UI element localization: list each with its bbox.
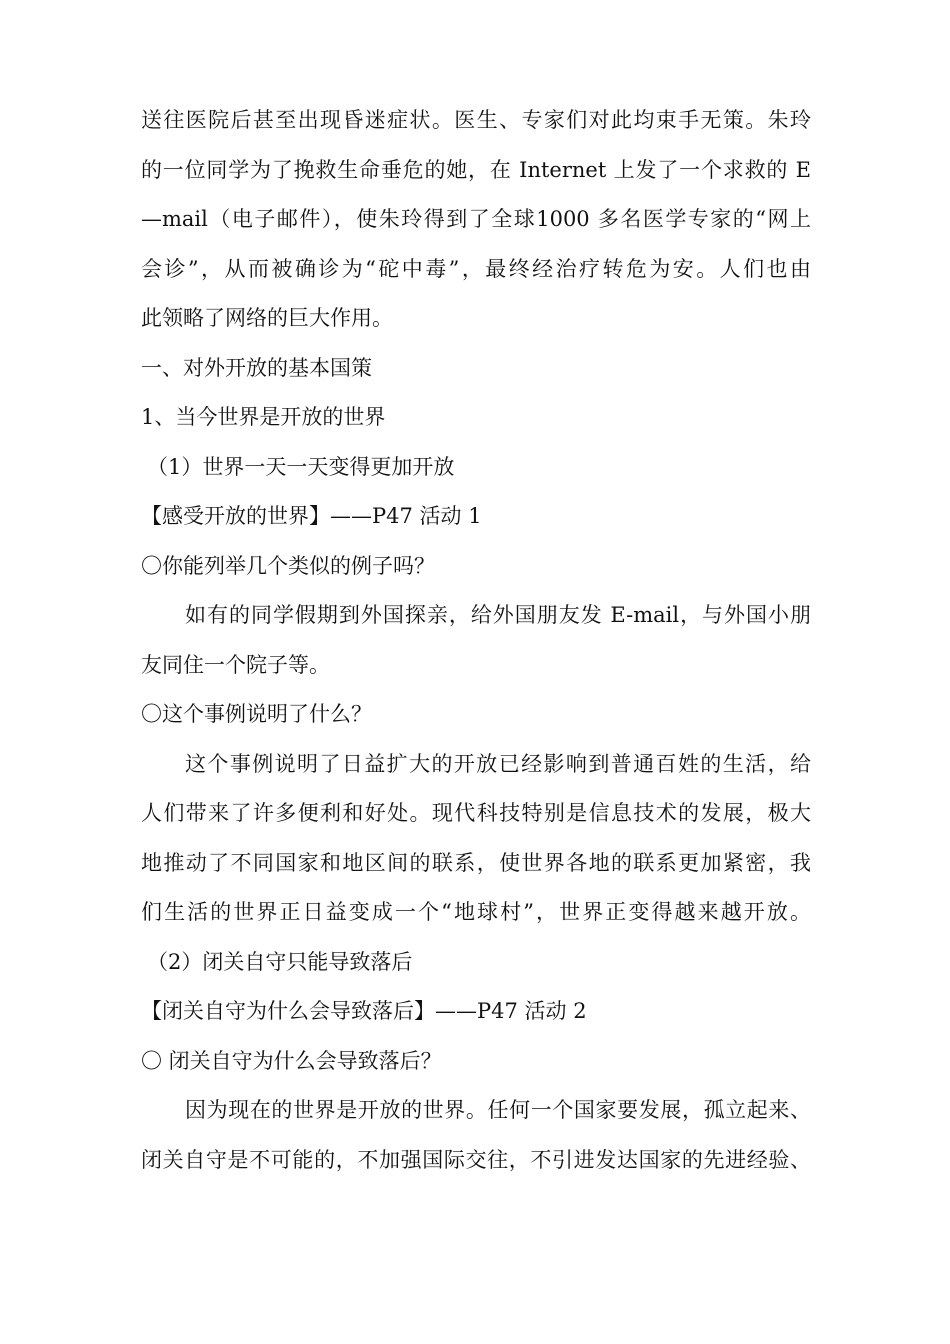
answer-line: 因为现在的世界是开放的世界。任何一个国家要发展，孤立起来、	[185, 1098, 811, 1122]
activity-heading: 【闭关自守为什么会导致落后】——P47 活动 2	[141, 999, 587, 1023]
activity-heading: 【感受开放的世界】——P47 活动 1	[141, 504, 482, 528]
section-heading: 一、对外开放的基本国策	[141, 355, 372, 380]
paragraph-line: 此领略了网络的巨大作用。	[141, 306, 393, 330]
subsubsection-heading: （2）闭关自守只能导致落后	[147, 949, 413, 974]
paragraph-line: 送往医院后甚至出现昏迷症状。医生、专家们对此均束手无策。朱玲	[141, 108, 811, 132]
answer-line: 如有的同学假期到外国探亲，给外国朋友发 E-mail，与外国小朋	[185, 603, 811, 627]
answer-line: 友同住一个院子等。	[141, 652, 330, 677]
paragraph-line: —mail（电子邮件），使朱玲得到了全球1000 多名医学专家的“网上	[141, 207, 811, 231]
question-line: 〇这个事例说明了什么？	[141, 702, 372, 726]
subsection-heading: 1、当今世界是开放的世界	[141, 405, 386, 429]
answer-line: 这个事例说明了日益扩大的开放已经影响到普通百姓的生活，给	[185, 751, 811, 776]
paragraph-line: 的一位同学为了挽救生命垂危的她，在 Internet 上发了一个求救的 E	[141, 157, 811, 182]
answer-line: 闭关自守是不可能的，不加强国际交往，不引进发达国家的先进经验、	[141, 1147, 811, 1172]
answer-line: 们生活的世界正日益变成一个“地球村”，世界正变得越来越开放。	[141, 900, 811, 924]
question-line: 〇你能列举几个类似的例子吗？	[141, 553, 435, 578]
answer-line: 地推动了不同国家和地区间的联系，使世界各地的联系更加紧密，我	[141, 850, 811, 875]
answer-line: 人们带来了许多便利和好处。现代科技特别是信息技术的发展，极大	[141, 801, 811, 825]
document-page	[141, 96, 811, 1185]
question-line: 〇 闭关自守为什么会导致落后？	[141, 1048, 442, 1073]
paragraph-line: 会诊”，从而被确诊为“砣中毒”，最终经治疗转危为安。人们也由	[141, 256, 811, 281]
subsubsection-heading: （1）世界一天一天变得更加开放	[147, 454, 455, 479]
